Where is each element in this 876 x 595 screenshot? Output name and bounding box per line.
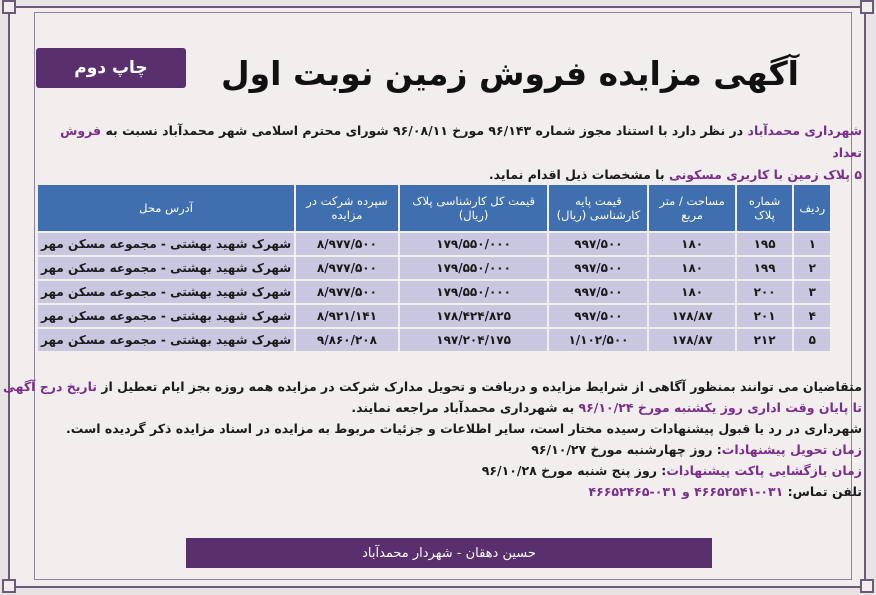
- table-row: [38, 329, 830, 351]
- cell-row-number: ۳: [794, 281, 830, 303]
- cell-deposit: ۸/۹۷۷/۵۰۰: [296, 233, 398, 255]
- conditions-paragraph: [2, 376, 862, 502]
- opening-time-label: زمان بازگشایی پاکت پیشنهادات: [666, 463, 862, 478]
- submission-time-value: : روز چهارشنبه مورخ ۹۶/۱۰/۲۷: [531, 442, 722, 457]
- cell-address: شهرک شهید بهشتی - مجموعه مسکن مهر: [38, 257, 294, 279]
- cell-deposit: ۸/۹۷۷/۵۰۰: [296, 257, 398, 279]
- table-row: [38, 257, 830, 279]
- cell-total-price: ۱۷۹/۵۵۰/۰۰۰: [400, 281, 548, 303]
- table-row: [38, 281, 830, 303]
- cell-base-price: ۹۹۷/۵۰۰: [549, 257, 647, 279]
- cell-base-price: ۹۹۷/۵۰۰: [549, 305, 647, 327]
- intro-paragraph: [34, 120, 862, 186]
- col-header-total-price: قیمت کل کارشناسی پلاک (ریال): [400, 185, 548, 231]
- intro-text: با مشخصات ذیل اقدام نماید.: [488, 167, 669, 182]
- table-header-row: [38, 185, 830, 231]
- cell-deposit: ۹/۸۶۰/۲۰۸: [296, 329, 398, 351]
- cell-base-price: ۹۹۷/۵۰۰: [549, 281, 647, 303]
- cell-address: شهرک شهید بهشتی - مجموعه مسکن مهر: [38, 281, 294, 303]
- conditions-highlight: تاریخ درج آگهی: [2, 379, 97, 394]
- cell-total-price: ۱۹۷/۲۰۴/۱۷۵: [400, 329, 548, 351]
- submission-time-label: زمان تحویل پیشنهادات: [721, 442, 862, 457]
- cell-area: ۱۸۰: [649, 233, 734, 255]
- cell-address: شهرک شهید بهشتی - مجموعه مسکن مهر: [38, 305, 294, 327]
- cell-area: ۱۷۸/۸۷: [649, 305, 734, 327]
- plots-table: [36, 183, 832, 353]
- col-header-area: مساحت / متر مربع: [649, 185, 734, 231]
- print-edition-badge: چاپ دوم: [36, 48, 186, 88]
- conditions-text: به شهرداری محمدآباد مراجعه نمایند.: [351, 400, 579, 415]
- ad-title: آگهی مزایده فروش زمین نوبت اول: [221, 54, 799, 93]
- cell-plot-number: ۲۱۲: [737, 329, 793, 351]
- intro-highlight: ۵ پلاک زمین با کاربری مسکونی: [668, 167, 862, 182]
- col-header-deposit: سپرده شرکت در مزایده: [296, 185, 398, 231]
- cell-plot-number: ۱۹۵: [737, 233, 793, 255]
- intro-highlight: فروش تعداد: [60, 123, 862, 160]
- municipality-name: شهرداری محمدآباد: [747, 123, 862, 138]
- corner-ornament: [860, 579, 874, 593]
- phone-numbers: ۰۳۱-۴۶۶۵۲۵۴۱ و ۰۳۱-۴۶۶۵۲۴۶۵: [588, 484, 784, 499]
- deadline-highlight: تا پایان وقت اداری روز یکشنبه مورخ ۹۶/۱۰/۲۴: [578, 400, 862, 415]
- table-row: [38, 233, 830, 255]
- cell-plot-number: ۱۹۹: [737, 257, 793, 279]
- col-header-address: آدرس محل: [38, 185, 294, 231]
- cell-total-price: ۱۷۹/۵۵۰/۰۰۰: [400, 233, 548, 255]
- cell-area: ۱۷۸/۸۷: [649, 329, 734, 351]
- cell-total-price: ۱۷۹/۵۵۰/۰۰۰: [400, 257, 548, 279]
- intro-text: در نظر دارد با استناد مجوز شماره ۹۶/۱۴۳ مورخ ۹۶/۰۸/۱۱ شورای محترم اسلامی شهر محمدآباد نسبت به: [101, 123, 748, 138]
- col-header-plot-number: شماره پلاک: [737, 185, 793, 231]
- corner-ornament: [860, 0, 874, 14]
- cell-row-number: ۴: [794, 305, 830, 327]
- cell-row-number: ۲: [794, 257, 830, 279]
- table-row: [38, 305, 830, 327]
- col-header-base-price: قیمت پایه کارشناسی (ریال): [549, 185, 647, 231]
- conditions-text: متقاضیان می توانند بمنظور آگاهی از شرایط مزایده و دریافت و تحویل مدارک شرکت در مزایده همه روزه بجز ایام تعطیل از: [97, 379, 862, 394]
- cell-deposit: ۸/۹۷۷/۵۰۰: [296, 281, 398, 303]
- cell-row-number: ۱: [794, 233, 830, 255]
- cell-deposit: ۸/۹۲۱/۱۴۱: [296, 305, 398, 327]
- cell-plot-number: ۲۰۱: [737, 305, 793, 327]
- cell-base-price: ۱/۱۰۲/۵۰۰: [549, 329, 647, 351]
- cell-total-price: ۱۷۸/۴۲۴/۸۲۵: [400, 305, 548, 327]
- cell-address: شهرک شهید بهشتی - مجموعه مسکن مهر: [38, 233, 294, 255]
- cell-area: ۱۸۰: [649, 257, 734, 279]
- cell-plot-number: ۲۰۰: [737, 281, 793, 303]
- cell-address: شهرک شهید بهشتی - مجموعه مسکن مهر: [38, 329, 294, 351]
- phone-label: تلفن تماس:: [783, 484, 862, 499]
- corner-ornament: [2, 0, 16, 14]
- corner-ornament: [2, 579, 16, 593]
- conditions-text: شهرداری در رد یا قبول پیشنهادات رسیده مختار است، سایر اطلاعات و جزئیات مربوط به مزایده در اسناد مزایده ذکر گردیده است.: [65, 421, 862, 436]
- col-header-row-number: ردیف: [794, 185, 830, 231]
- cell-area: ۱۸۰: [649, 281, 734, 303]
- cell-base-price: ۹۹۷/۵۰۰: [549, 233, 647, 255]
- cell-row-number: ۵: [794, 329, 830, 351]
- opening-time-value: : روز پنج شنبه مورخ ۹۶/۱۰/۲۸: [481, 463, 667, 478]
- signature-footer: حسین دهقان - شهردار محمدآباد: [186, 538, 712, 568]
